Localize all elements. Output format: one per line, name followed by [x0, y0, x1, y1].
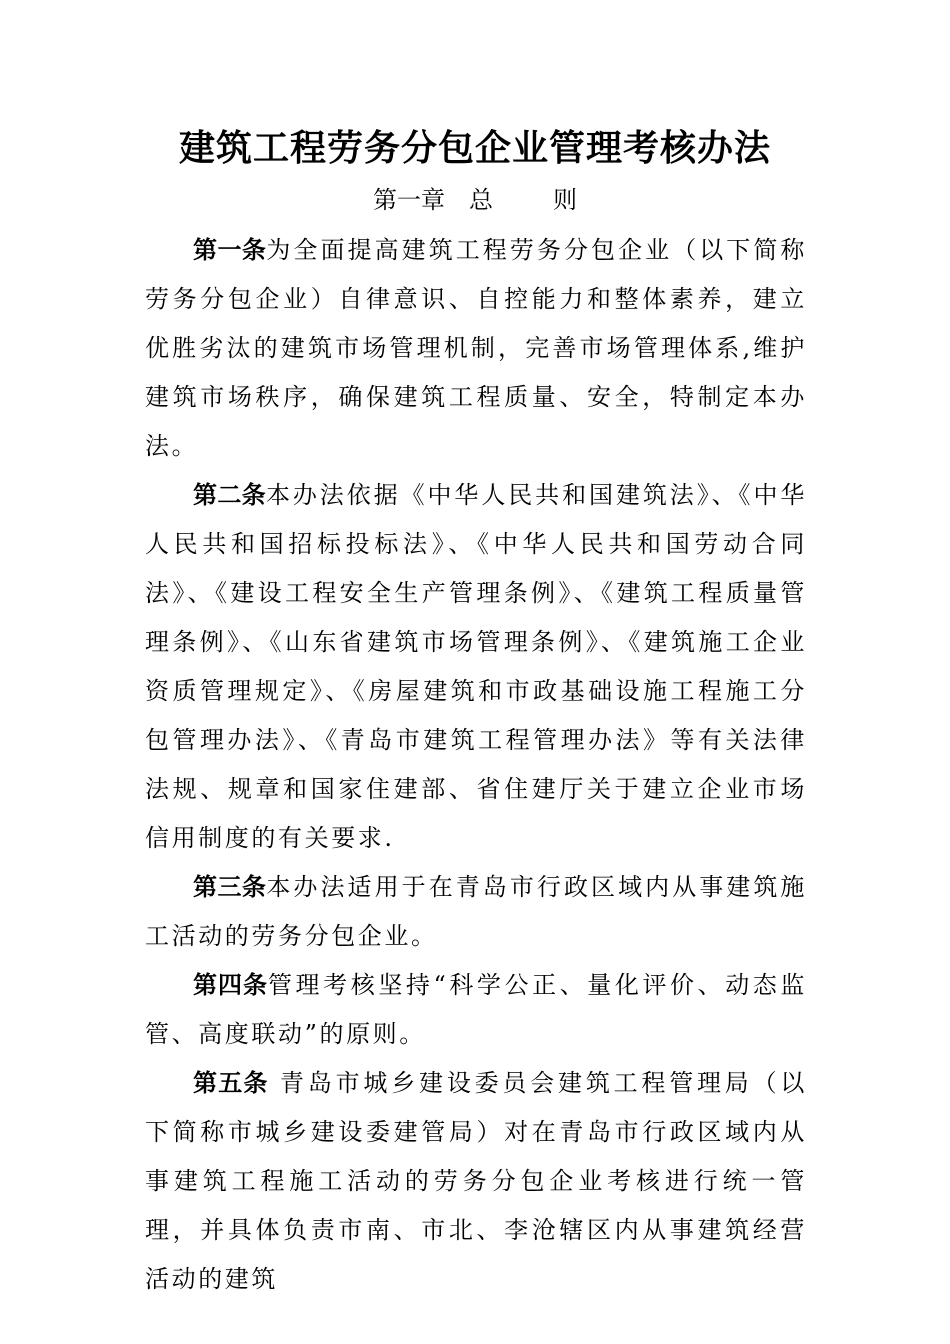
article-text: 为全面提高建筑工程劳务分包企业（以下简称劳务分包企业）自律意识、自控能力和整体素养，建立优胜劣汰的建筑市场管理机制，完善市场管理体系,维护建筑市场秩序，确保建筑工程质量、安全，特制定本办法。 — [145, 236, 808, 460]
article-label: 第二条 — [193, 481, 266, 509]
article-2 — [145, 471, 807, 863]
article-text: 本办法依据《中华人民共和国建筑法》、《中华人民共和国招标投标法》、《中华人民共和国劳动合同法》、《建设工程安全生产管理条例》、《建筑工程质量管理条例》、《山东省建筑市场管理条例》、《建筑施工企业资质管理规定》、《房屋建筑和市政基础设施工程施工分包管理办法》、《青岛市建筑工程管理办法》等有关法律法规、规章和国家住建部、省住建厅关于建立企业市场信用制度的有关要求. — [145, 481, 807, 852]
article-4 — [145, 961, 807, 1059]
article-label: 第一条 — [193, 236, 267, 264]
chapter-number: 第一章 — [373, 186, 445, 214]
article-label: 第四条 — [193, 971, 268, 999]
article-label: 第三条 — [193, 873, 267, 901]
article-3 — [145, 863, 807, 961]
article-text: 青岛市城乡建设委员会建筑工程管理局（以下简称市城乡建设委建管局）对在青岛市行政区域内从事建筑工程施工活动的劳务分包企业考核进行统一管理，并具体负责市南、市北、李沧辖区内从事建筑经营活动的建筑 — [145, 1069, 808, 1293]
chapter-name-part2: 则 — [553, 186, 577, 214]
article-text: 管理考核坚持“科学公正、量化评价、动态监管、高度联动”的原则。 — [145, 971, 807, 1048]
article-label: 第五条 — [193, 1069, 269, 1097]
chapter-name-part1: 总 — [469, 186, 493, 214]
document-body — [145, 226, 807, 1304]
chapter-heading — [0, 180, 950, 220]
article-text: 本办法适用于在青岛市行政区域内从事建筑施工活动的劳务分包企业。 — [145, 873, 808, 950]
document-title: 建筑工程劳务分包企业管理考核办法 — [178, 127, 771, 169]
article-5 — [145, 1059, 807, 1304]
article-1 — [145, 226, 807, 471]
